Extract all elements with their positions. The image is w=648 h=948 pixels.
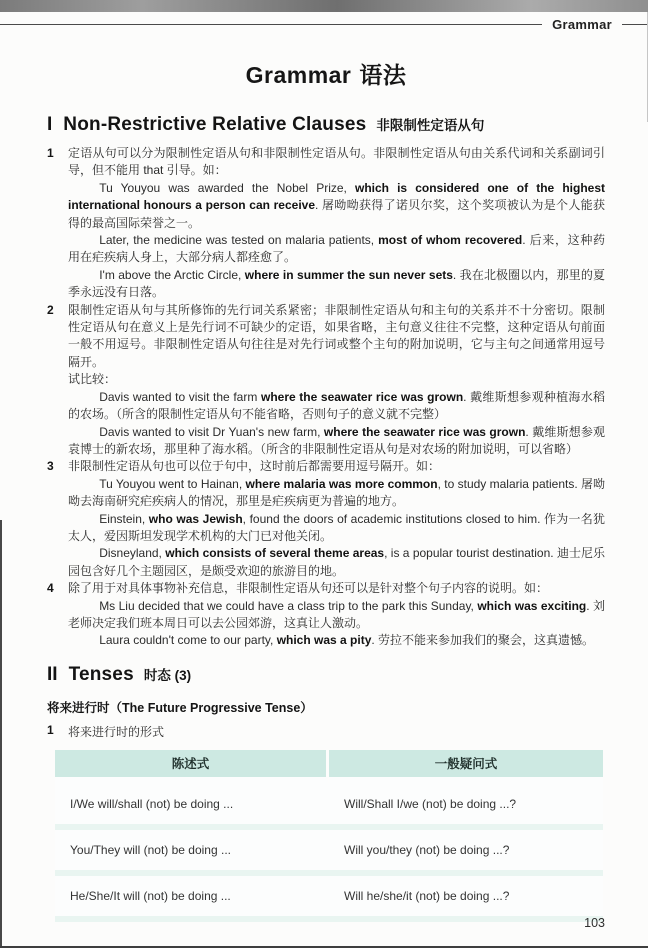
text-run: . 劳拉不能来参加我们的聚会，这真遗憾。 (371, 633, 595, 648)
bold-clause: most of whom recovered (378, 233, 523, 248)
table-cell: I/We will/shall (not) be doing ... (55, 784, 329, 830)
text-run: 限制性定语从句与其所修饰的先行词关系紧密；非限制性定语从句和主句的关系并不十分密切。限制性定语从句在意义上是先行词不可缺少的定语，如果省略，主句意义往往不完整，这种定语从句前面一般不用逗号。非限制性定语从句往往是对先行词或整个主句的附加说明，它与主句之间通常用逗号隔开。 (68, 302, 605, 369)
page-title-en: Grammar (245, 62, 352, 88)
example-sentence (68, 511, 605, 546)
item-number: 4 (47, 581, 54, 596)
example-sentence (68, 267, 605, 302)
text-run: . 戴维斯想参观种植海水稻的农场。（所含的限制性定语从句不能省略，否则句子的意义就不完整） (68, 389, 606, 422)
item-number: 1 (47, 146, 54, 160)
text-run: . 刘老师决定我们班本周日可以去公园郊游，这真让人激动。 (68, 598, 606, 630)
header-rule-left (0, 24, 542, 25)
sub-item-text: 将来进行时的形式 (68, 724, 165, 739)
section-1-title-en: Non-Restrictive Relative Clauses (63, 114, 367, 135)
bold-clause: who was Jewish (148, 511, 243, 526)
table-row (55, 830, 603, 876)
text-run: 试比较： (68, 372, 117, 387)
text-run: 除了用于对具体事物补充信息，非限制性定语从句还可以是针对整个句子内容的说明。如： (68, 581, 549, 596)
table-row (55, 876, 603, 922)
text-run: 非限制性定语从句也可以位于句中，这时前后都需要用逗号隔开。如： (68, 459, 441, 474)
table-cell: Will/Shall I/we (not) be doing ...? (329, 784, 603, 830)
table-cell: He/She/It will (not) be doing ... (55, 876, 329, 922)
example-sentence (68, 545, 605, 580)
running-head-label: Grammar (552, 16, 612, 32)
grammar-item (47, 458, 605, 580)
table-cell: You/They will (not) be doing ... (55, 830, 329, 876)
bold-clause: which is considered one of the highest international honours a person can receive (68, 180, 605, 213)
table-cell: Will you/they (not) be doing ...? (329, 830, 603, 876)
section-non-restrictive-clauses (47, 114, 605, 650)
text-run: , to study malaria patients. 屠呦呦去海南研究疟疾病人的情况，那里是疟疾病更为普遍的地方。 (68, 476, 605, 509)
bold-clause: which was exciting (477, 598, 587, 613)
explanation-text (68, 145, 605, 180)
section-2-title-zh: 时态 (3) (143, 667, 192, 683)
section-tenses (47, 664, 605, 922)
section-1-title-zh: 非限制性定语从句 (376, 118, 485, 133)
grammar-items (47, 145, 605, 650)
text-run: . 戴维斯想参观袁博士的新农场，那里种了海水稻。（所含的非限制性定语从句是对农场的附加说明，可以省略） (68, 424, 606, 456)
page-title (47, 57, 605, 90)
page-number: 103 (584, 916, 605, 930)
running-header (47, 16, 612, 32)
table-column-header: 一般疑问式 (329, 750, 603, 784)
bold-clause: where the seawater rice was grown (323, 424, 526, 439)
section-1-heading (47, 114, 605, 136)
bold-clause: which was a pity (276, 633, 372, 648)
bold-clause: where the seawater rice was grown (260, 389, 464, 404)
scan-edge-left (0, 520, 2, 948)
example-sentence (68, 389, 605, 424)
table-row (55, 784, 603, 830)
text-run: Davis wanted to visit the farm (99, 389, 261, 404)
tense-forms-table (55, 750, 603, 922)
explanation-text (68, 580, 605, 597)
text-run: , is a popular tourist destination. 迪士尼乐园包含好几个主题园区，是颇受欢迎的旅游目的地。 (68, 546, 605, 578)
page-title-zh: 语法 (359, 62, 407, 88)
text-run: . 屠呦呦获得了诺贝尔奖，这个奖项被认为是个人能获得的最高国际荣誉之一。 (68, 198, 605, 230)
section-1-numeral: I (47, 114, 53, 135)
tense-sub-item (47, 723, 605, 740)
text-run: Tu Youyou went to Hainan, (99, 476, 246, 491)
section-2-numeral: II (47, 663, 58, 685)
example-sentence (68, 180, 605, 232)
text-run: Einstein, (99, 511, 149, 526)
text-run: Tu Youyou was awarded the Nobel Prize, (99, 180, 355, 195)
example-sentence (68, 424, 605, 459)
text-run: I'm above the Arctic Circle, (99, 267, 245, 282)
text-run: 定语从句可以分为限制性定语从句和非限制性定语从句。非限制性定语从句由关系代词和关系副词引导，但不能用 that 引导。如： (68, 146, 605, 178)
explanation-text (68, 302, 605, 372)
text-run: . 后来，这种药用在疟疾病人身上，大部分病人都痊愈了。 (68, 233, 606, 265)
text-run: Davis wanted to visit Dr Yuan's new farm, (99, 424, 324, 439)
explanation-text (68, 371, 605, 388)
item-number: 3 (47, 459, 54, 474)
text-run: Disneyland, (99, 546, 166, 561)
table-column-header: 陈述式 (55, 750, 329, 784)
section-2-title-en: Tenses (68, 663, 134, 685)
bold-clause: which consists of several theme areas (165, 546, 385, 561)
header-rule-right (622, 24, 648, 25)
grammar-item (47, 145, 605, 302)
explanation-text (68, 458, 605, 475)
page-content (0, 17, 648, 922)
text-run: Later, the medicine was tested on malaria patients, (99, 233, 379, 248)
text-run: Laura couldn't come to our party, (99, 633, 277, 648)
table-cell: Will he/she/it (not) be doing ...? (329, 876, 603, 922)
section-2-heading (47, 664, 605, 686)
text-run: , found the doors of academic institutions closed to him. 作为一名犹太人，爱因斯坦发现学术机构的大门已对他关闭。 (68, 511, 605, 543)
bold-clause: where malaria was more common (245, 476, 438, 491)
scan-edge-top (0, 0, 648, 12)
item-number: 2 (47, 302, 54, 317)
table-header-row (55, 750, 603, 784)
sub-item-number: 1 (47, 722, 54, 737)
grammar-item (47, 302, 605, 459)
example-sentence (68, 476, 605, 511)
grammar-item (47, 580, 605, 650)
example-sentence (68, 232, 605, 267)
tense-subheading: 将来进行时（The Future Progressive Tense） (47, 700, 313, 715)
text-run: . 我在北极圈以内，那里的夏季永远没有日落。 (68, 267, 606, 300)
bold-clause: where in summer the sun never sets (244, 267, 453, 282)
example-sentence (68, 598, 605, 633)
text-run: Ms Liu decided that we could have a class trip to the park this Sunday, (99, 598, 478, 613)
example-sentence (68, 632, 605, 649)
